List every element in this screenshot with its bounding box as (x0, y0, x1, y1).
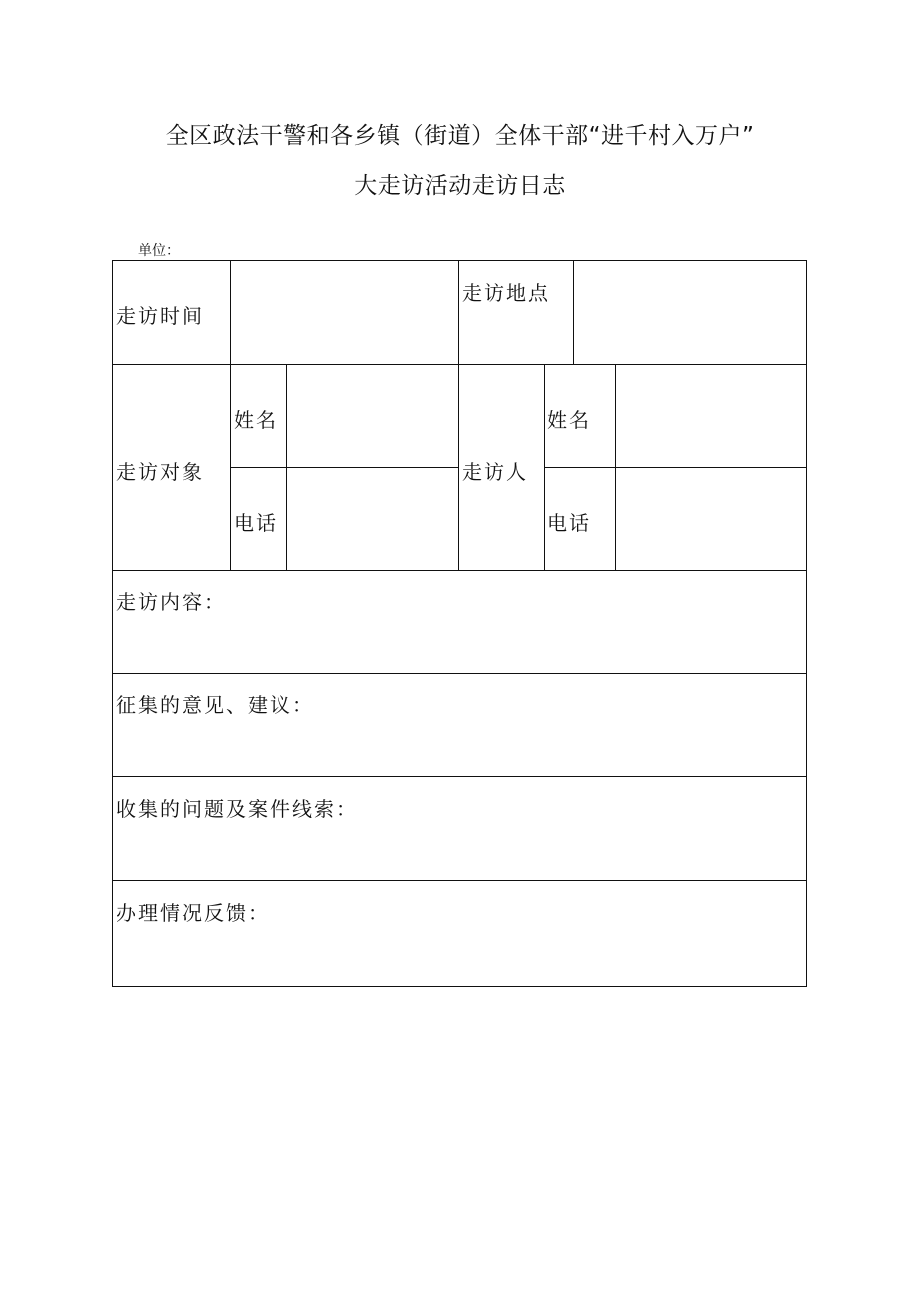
visit-time-label: 走访时间 (116, 304, 204, 328)
issues-label: 收集的问题及案件线索： (116, 797, 358, 821)
visitor-phone-field[interactable] (616, 468, 806, 570)
table-border-right (806, 260, 807, 987)
visitor-label: 走访人 (462, 460, 528, 484)
feedback-label: 办理情况反馈： (116, 901, 270, 925)
document-title-line2: 大走访活动走访日志 (354, 173, 566, 199)
table-row-divider (112, 673, 807, 674)
table-row-divider (112, 880, 807, 881)
visit-content-label: 走访内容： (116, 590, 226, 614)
visit-target-label: 走访对象 (116, 460, 204, 484)
opinions-field[interactable] (113, 715, 806, 776)
opinions-label: 征集的意见、建议： (116, 693, 314, 717)
document-title-line1: 全区政法干警和各乡镇（街道）全体干部“进千村入万户” (165, 123, 755, 149)
target-name-label: 姓名 (234, 408, 278, 432)
visit-location-field[interactable] (574, 261, 806, 364)
target-phone-field[interactable] (287, 468, 458, 570)
table-border-bottom (112, 986, 807, 987)
visitor-name-label: 姓名 (547, 408, 591, 432)
table-column-divider (458, 260, 459, 571)
target-phone-label: 电话 (234, 511, 278, 535)
table-row-divider (112, 570, 807, 571)
visitor-phone-label: 电话 (547, 511, 591, 535)
issues-field[interactable] (113, 819, 806, 880)
visit-time-field[interactable] (231, 261, 458, 364)
table-row-divider (112, 776, 807, 777)
table-column-divider (544, 364, 545, 571)
target-name-field[interactable] (287, 365, 458, 467)
visitor-name-field[interactable] (616, 365, 806, 467)
feedback-field[interactable] (113, 923, 806, 986)
unit-label: 单位： (138, 243, 180, 259)
visit-content-field[interactable] (113, 612, 806, 673)
visit-location-label: 走访地点 (462, 281, 550, 305)
